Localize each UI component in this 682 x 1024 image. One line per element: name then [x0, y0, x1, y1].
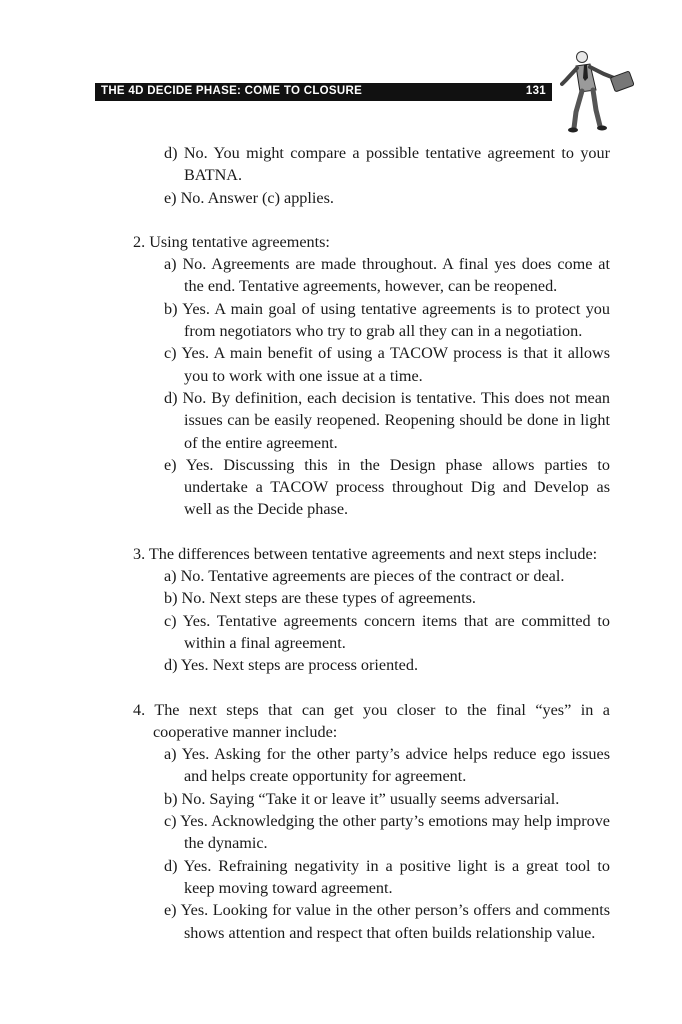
businessman-with-briefcase-icon	[560, 50, 640, 135]
answer-item: c) Yes. Acknowledging the other party’s emotions may help improve the dynamic.	[164, 812, 610, 853]
question-heading: 2. Using tentative agreements:	[133, 232, 330, 251]
answer-item: d) No. By definition, each decision is tentative. This does not mean issues can be easily reopened. Reopening should be done in light of the entire agreement.	[164, 388, 610, 452]
answer-item: a) No. Tentative agreements are pieces of the contract or deal.	[164, 567, 565, 586]
answer-item: b) No. Next steps are these types of agreements.	[164, 589, 476, 608]
question-heading: 3. The differences between tentative agreements and next steps include:	[133, 544, 598, 563]
running-header	[95, 83, 552, 101]
answer-item: d) No. You might compare a possible tentative agreement to your BATNA.	[164, 144, 610, 185]
question-heading: 4. The next steps that can get you closer to the final “yes” in a cooperative manner include:	[133, 700, 610, 741]
answer-item: e) Yes. Looking for value in the other person’s offers and comments shows attention and respect that often builds relationship value.	[164, 901, 610, 942]
page-body	[133, 142, 610, 944]
answer-item: e) No. Answer (c) applies.	[164, 188, 334, 207]
answer-item: a) Yes. Asking for the other party’s advice helps reduce ego issues and helps create opportunity for agreement.	[164, 745, 610, 786]
answer-item: d) Yes. Next steps are process oriented.	[164, 656, 418, 675]
page-number: 131	[525, 85, 546, 97]
answer-item: e) Yes. Discussing this in the Design phase allows parties to undertake a TACOW process throughout Dig and Develop as well as the Decide phase.	[164, 455, 610, 519]
chapter-title: THE 4D DECIDE PHASE: COME TO CLOSURE	[101, 85, 363, 97]
answer-item: d) Yes. Refraining negativity in a positive light is a great tool to keep moving toward agreement.	[164, 856, 610, 897]
answer-item: c) Yes. A main benefit of using a TACOW process is that it allows you to work with one issue at a time.	[164, 344, 610, 385]
answer-item: b) No. Saying “Take it or leave it” usually seems adversarial.	[164, 789, 560, 808]
answer-item: c) Yes. Tentative agreements concern items that are committed to within a final agreement.	[164, 611, 610, 652]
answer-item: b) Yes. A main goal of using tentative agreements is to protect you from negotiators who try to grab all they can in a negotiation.	[164, 299, 610, 341]
answer-item: a) No. Agreements are made throughout. A final yes does come at the end. Tentative agreements, however, can be reopened.	[164, 255, 610, 296]
